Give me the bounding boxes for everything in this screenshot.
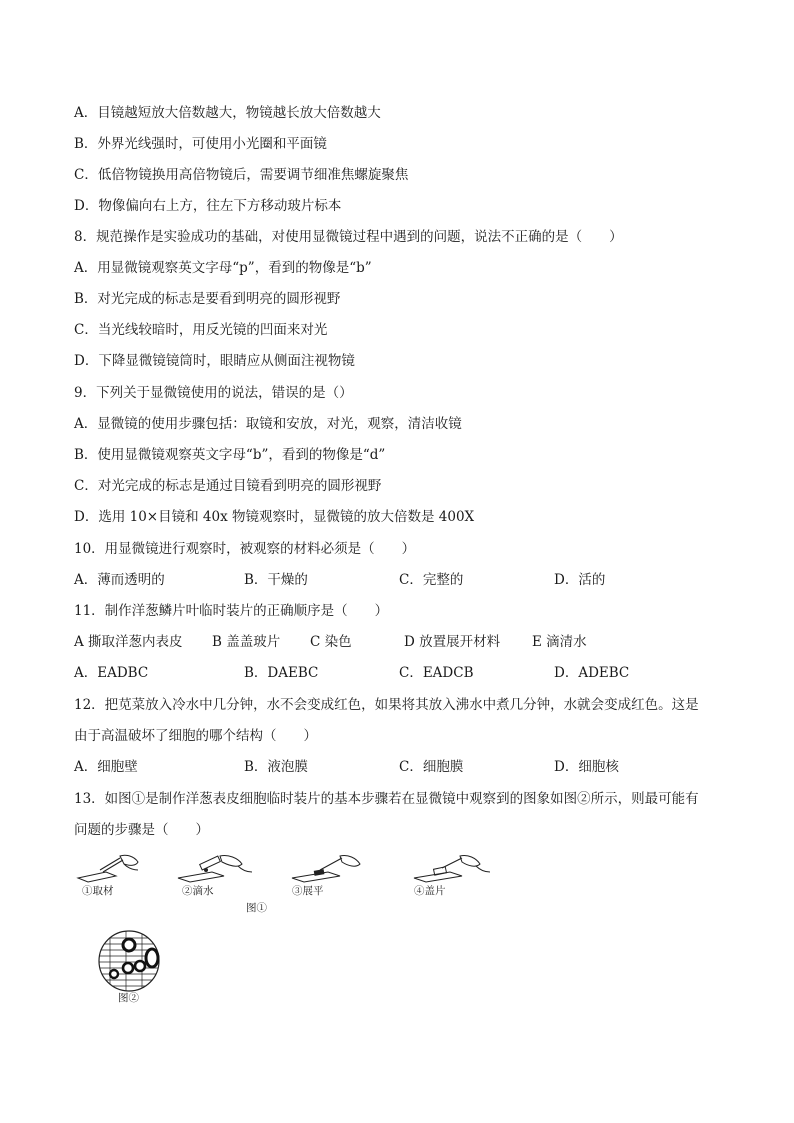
q9-option-d: D．选用 10×目镜和 40x 物镜观察时，显微镜的放大倍数是 400X (74, 509, 475, 525)
step-4-label: ④盖片 (414, 885, 446, 897)
q12-option-d: D．细胞核 (554, 759, 619, 775)
figure-1-caption: 图① (246, 902, 267, 914)
q8-option-a: A．用显微镜观察英文字母“p”，看到的物像是“b” (74, 260, 372, 276)
figure-1 (76, 852, 496, 916)
step-take-material-illustration (76, 852, 146, 884)
q12-options (74, 758, 734, 776)
q12-option-a: A．细胞壁 (74, 759, 138, 775)
q8-option-b: B．对光完成的标志是要看到明亮的圆形视野 (74, 291, 341, 307)
q12-stem-line2: 由于高温破坏了细胞的哪个结构（ ） (74, 728, 317, 744)
step-cover-slip-illustration (412, 852, 492, 884)
step-1-label: ①取材 (82, 885, 114, 897)
microscope-field-illustration (96, 930, 162, 992)
q10-option-d: D．活的 (554, 572, 606, 588)
prev-option-b: B．外界光线强时，可使用小光圈和平面镜 (74, 136, 327, 152)
q13-stem-line2: 问题的步骤是（ ） (74, 822, 209, 838)
step-2-label: ②滴水 (182, 885, 214, 897)
q11-steps (74, 633, 734, 651)
q9-option-b: B．使用显微镜观察英文字母“b”，看到的物像是“d” (74, 447, 386, 463)
q11-option-c: C．EADCB (399, 665, 474, 681)
q10-option-c: C．完整的 (399, 572, 464, 588)
q12-option-c: C．细胞膜 (399, 759, 464, 775)
q13-stem-line1: 13．如图①是制作洋葱表皮细胞临时装片的基本步骤若在显微镜中观察到的图象如图②所示，则最可能有 (74, 791, 699, 807)
q9-option-a: A．显微镜的使用步骤包括：取镜和安放，对光，观察，清洁收镜 (74, 416, 462, 432)
q10-stem: 10．用显微镜进行观察时，被观察的材料必须是（ ） (74, 541, 416, 557)
q12-option-b: B．液泡膜 (244, 759, 308, 775)
step-3-label: ③展平 (292, 885, 324, 897)
q11-step-d: D 放置展开材料 (404, 634, 501, 650)
q8-option-d: D．下降显微镜镜筒时，眼睛应从侧面注视物镜 (74, 353, 355, 369)
q11-step-b: B 盖盖玻片 (212, 634, 281, 650)
prev-option-c: C．低倍物镜换用高倍物镜后，需要调节细准焦螺旋聚焦 (74, 167, 409, 183)
q10-option-b: B．干燥的 (244, 572, 308, 588)
prev-option-a: A．目镜越短放大倍数越大，物镜越长放大倍数越大 (74, 105, 381, 121)
q11-option-d: D．ADEBC (554, 665, 630, 681)
q9-stem: 9．下列关于显微镜使用的说法，错误的是（） (74, 385, 353, 401)
q11-option-b: B．DAEBC (244, 665, 319, 681)
q11-options (74, 664, 734, 682)
prev-option-d: D．物像偏向右上方，往左下方移动玻片标本 (74, 198, 342, 214)
step-drip-water-illustration (176, 852, 256, 884)
q10-option-a: A．薄而透明的 (74, 572, 165, 588)
figure-2-caption: 图② (118, 992, 139, 1004)
q11-step-e: E 滴清水 (532, 634, 587, 650)
q11-stem: 11．制作洋葱鳞片叶临时装片的正确顺序是（ ） (74, 603, 389, 619)
q12-stem-line1: 12．把苋菜放入冷水中几分钟，水不会变成红色，如果将其放入沸水中煮几分钟，水就会变成红色。这是 (74, 697, 699, 713)
q9-option-c: C．对光完成的标志是通过目镜看到明亮的圆形视野 (74, 478, 382, 494)
figure-2 (96, 930, 166, 1006)
q11-option-a: A．EADBC (74, 665, 149, 681)
step-spread-illustration (290, 852, 370, 884)
q11-step-c: C 染色 (310, 634, 352, 650)
q8-stem: 8．规范操作是实验成功的基础，对使用显微镜过程中遇到的问题，说法不正确的是（ ） (74, 229, 623, 245)
q11-step-a: A 撕取洋葱内表皮 (74, 634, 183, 650)
q8-option-c: C．当光线较暗时，用反光镜的凹面来对光 (74, 322, 328, 338)
q10-options (74, 571, 734, 589)
